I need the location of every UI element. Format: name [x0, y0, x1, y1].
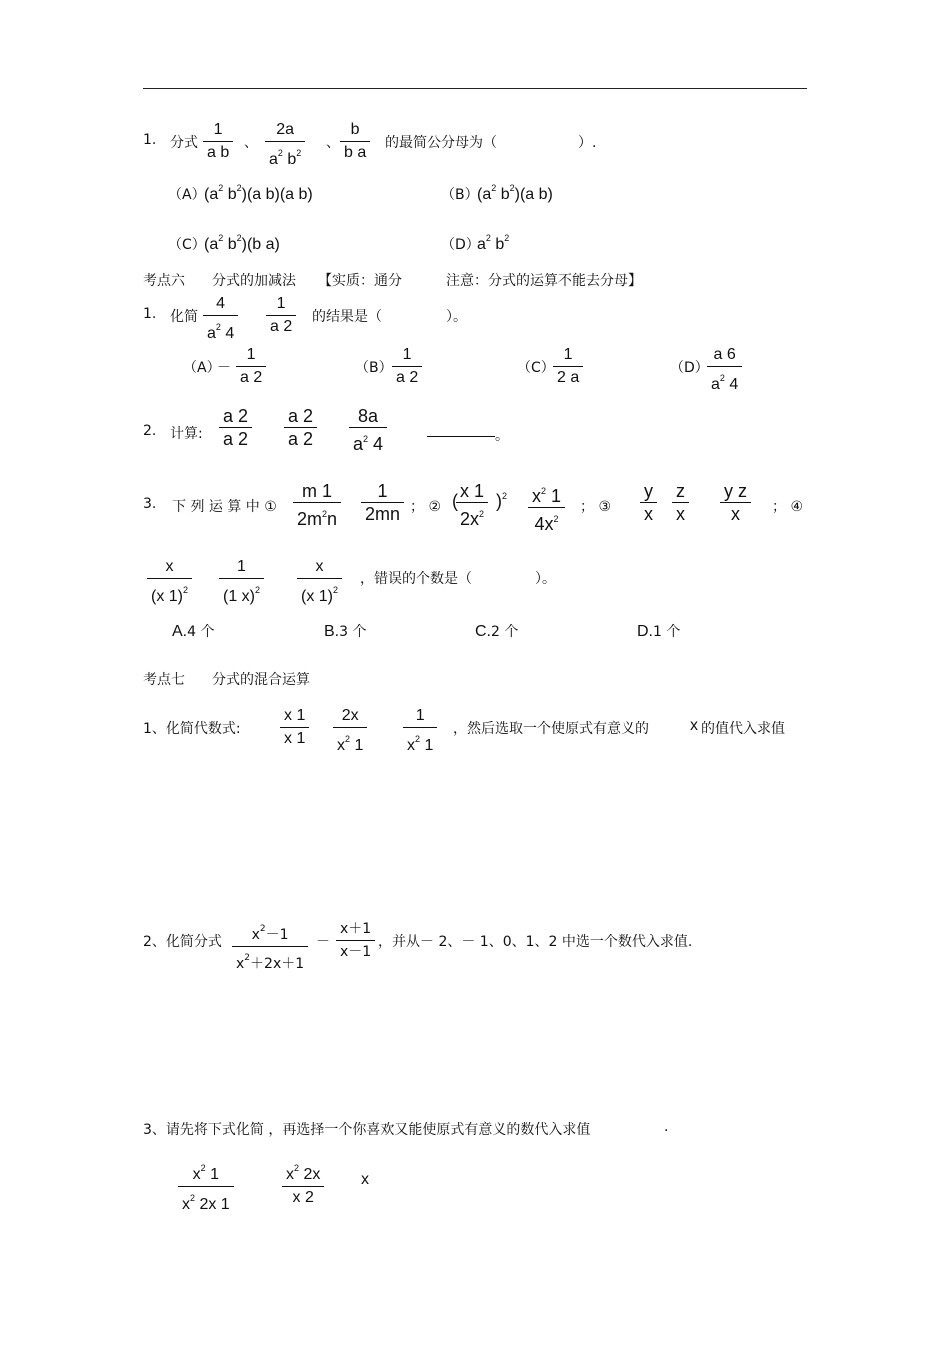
section-note: 注意：分式的运算不能去分母】 — [446, 273, 642, 289]
section-name: 分式的混合运算 — [212, 672, 310, 688]
fraction: 1 a 2 — [392, 345, 422, 388]
section-title: 考点七 — [143, 672, 185, 688]
fraction: 2x $x^2$ 1 — [333, 706, 367, 756]
question-text: . — [664, 1119, 669, 1135]
minus-sign: － — [316, 934, 330, 950]
question-number: 3. — [143, 496, 157, 512]
option-a: ($a^2$ $b^2)(a$ b)(a b) — [204, 183, 313, 203]
question-text: ）。 — [535, 571, 556, 587]
minus-sign: － — [217, 360, 231, 376]
question-label: 分式 — [170, 135, 198, 151]
question-number: 2. — [143, 423, 157, 439]
fraction: a 6 $a^2$ 4 — [707, 345, 742, 395]
separator: 、 — [326, 135, 340, 151]
fraction: $x^2-1$ $x^2+2x+1$ — [232, 919, 308, 974]
question-text: 的值代入求值 — [701, 721, 785, 737]
option-label: （B） — [441, 187, 479, 203]
section-title: 考点六 — [143, 273, 185, 289]
fraction: 2a $a^2$ $b^2$ — [265, 120, 305, 170]
fraction: $x^2$ 1 $4x^2$ — [528, 481, 565, 534]
fraction: 1 2 a — [553, 345, 583, 388]
option-b: B.3 个 — [324, 623, 367, 640]
option-a: A.4 个 — [172, 623, 215, 640]
variable: x — [690, 717, 698, 734]
fraction: y x — [640, 481, 657, 524]
paren: )$^2$ — [496, 491, 508, 511]
fraction: a 2 a 2 — [219, 406, 252, 449]
separator: 、 — [244, 135, 258, 151]
question-label: 化简 — [170, 309, 198, 325]
fraction: $x^2$ 1 $x^2$ 2x 1 — [178, 1158, 234, 1215]
fraction: m 1 $2m^2n$ — [293, 481, 341, 529]
fraction: x (x 1)$^2$ — [147, 557, 192, 607]
question-number: 1. — [143, 306, 157, 322]
paren: ( — [452, 491, 458, 511]
question-text: 。 — [495, 428, 509, 444]
option-label: （C） — [517, 360, 555, 376]
question-text: 的最简公分母为（ — [385, 135, 497, 151]
question-text: ）. — [578, 135, 597, 151]
option-label: （A） — [168, 187, 206, 203]
question-text: ，然后选取一个使原式有意义的 — [453, 721, 649, 737]
question-text: 的结果是（ — [312, 309, 382, 325]
fraction: 1 a b — [203, 120, 233, 163]
top-rule — [143, 88, 807, 89]
fraction: 1 $x^2$ 1 — [403, 706, 437, 756]
option-b: ($a^2$ $b^2)(a$ b) — [477, 183, 553, 203]
fraction: a 2 a 2 — [284, 406, 317, 449]
answer-blank[interactable] — [427, 436, 495, 437]
option-c: ($a^2$ $b^2)(b$ a) — [204, 233, 280, 253]
option-label: （A） — [183, 360, 221, 376]
fraction: $x^2$ 2x x 2 — [282, 1158, 324, 1208]
fraction: b b a — [340, 120, 370, 163]
question-label: 1、化简代数式: — [143, 721, 241, 737]
option-label: （B） — [355, 360, 393, 376]
question-number: 1. — [143, 132, 157, 148]
option-d: D.1 个 — [637, 623, 681, 640]
fraction: y z x — [720, 481, 751, 524]
fraction: 1 a 2 — [236, 345, 266, 388]
fraction: x＋1 x－1 — [336, 919, 375, 962]
question-label: 2、化简分式 — [143, 934, 222, 950]
option-label: （C） — [168, 237, 206, 253]
fraction: x 1 $2x^2$ — [456, 481, 488, 529]
fraction: 1 a 2 — [266, 294, 296, 337]
section-name: 分式的加减法 — [212, 273, 296, 289]
section-note: 【实质：通分 — [318, 273, 402, 289]
question-text: ）。 — [446, 309, 467, 325]
fraction: 4 $a^2$ 4 — [203, 294, 238, 344]
question-text: ，并从－ 2、－ 1、0、1、2 中选一个数代入求值. — [378, 934, 693, 950]
separator: ； ② — [410, 499, 442, 515]
option-label: （D） — [441, 237, 480, 253]
fraction: 1 2mn — [361, 481, 404, 524]
separator: ； ④ — [772, 499, 804, 515]
option-label: （D） — [670, 360, 709, 376]
question-label: 计算: — [170, 426, 203, 442]
variable: x — [361, 1171, 369, 1188]
option-d: $a^2$ $b^2$ — [477, 233, 510, 253]
option-c: C.2 个 — [475, 623, 519, 640]
question-label: 下 列 运 算 中 ① — [172, 499, 277, 515]
separator: ； ③ — [580, 499, 612, 515]
fraction: 8a $a^2$ 4 — [349, 406, 387, 454]
fraction: 1 (1 x)$^2$ — [219, 557, 264, 607]
question-text: ，错误的个数是（ — [360, 571, 472, 587]
question-text: 3、请先将下式化简 ，再选择一个你喜欢又能使原式有意义的数代入求值 — [143, 1122, 591, 1138]
fraction: x 1 x 1 — [280, 706, 309, 749]
fraction: x (x 1)$^2$ — [297, 557, 342, 607]
fraction: z x — [672, 481, 689, 524]
